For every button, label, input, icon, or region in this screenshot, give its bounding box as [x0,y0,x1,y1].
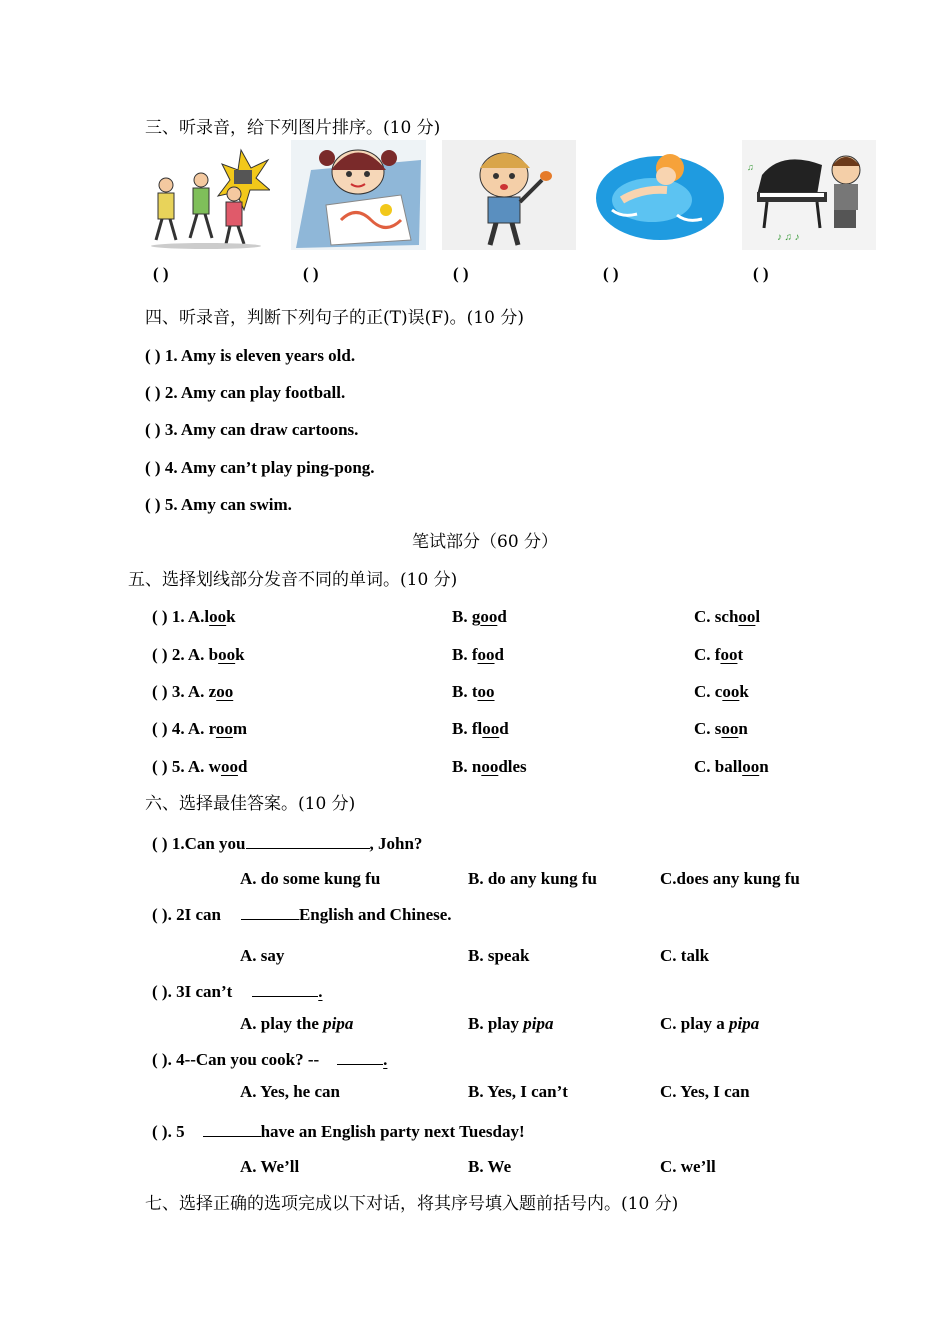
s5-row-2-option-c-part: oo [720,645,738,664]
q1-stem [152,832,422,854]
s5-row-2-question-part: oo [218,645,236,664]
s5-row-3-option-b-part: oo [477,682,495,701]
s5-row-1-option-b-part: d [497,607,507,626]
s5-row-2-option-c[interactable] [694,645,743,665]
s5-row-2-question-part: ( ) 2. A. [152,645,209,664]
boy-singing-picture [442,140,576,250]
q4-suffix: . [383,1050,388,1069]
q5-option-b[interactable]: B. We [468,1157,512,1176]
s5-row-4-option-b-part: oo [482,719,500,738]
tf-item-2: ( ) 2. Amy can play football. [145,383,346,402]
s5-row-5-option-b-part: B. [452,757,472,776]
q4-stem [152,1048,387,1070]
q3-option-a[interactable] [240,1014,353,1034]
dancing-children-picture [146,140,270,250]
q2-option-b[interactable]: B. speak [468,946,530,965]
q2-blank[interactable] [241,903,299,920]
s5-row-2-option-c-part: f [714,645,721,664]
s5-row-4-question-part: oo [215,719,233,738]
s5-row-1-question [152,607,236,627]
q2-suffix: English and Chinese. [298,905,452,924]
q3-option-b[interactable] [468,1014,554,1034]
q3-prefix: ( ). 3I can’t [152,982,233,1001]
tf-item-3: ( ) 3. Amy can draw cartoons. [145,420,359,439]
s5-row-5-question-part: oo [220,757,238,776]
tf-item-1: ( ) 1. Amy is eleven years old. [145,346,356,365]
s5-row-4-question-part: r [208,719,216,738]
s5-row-5-option-b[interactable] [452,757,527,777]
q3-option-c-pipa: pipa [728,1014,760,1033]
s5-row-2-option-b-part: B. [452,645,472,664]
s5-row-3-option-c-part: k [739,682,749,701]
picture-4-answer[interactable]: ( ) [603,264,619,283]
s5-row-2-option-c-part: t [737,645,744,664]
q3-option-a-pipa: pipa [323,1014,354,1033]
section-5-heading: 五、选择划线部分发音不同的单词。(10 分) [128,570,458,590]
s5-row-1-option-b-part: g [471,607,481,626]
q5-stem [152,1120,525,1142]
q1-option-a[interactable]: A. do some kung fu [240,869,381,888]
q1-option-b[interactable]: B. do any kung fu [468,869,597,888]
s5-row-5-option-c-part: ball [714,757,743,776]
s5-row-4-option-c-part: C. [694,719,715,738]
s5-row-3-option-b-part: B. [452,682,472,701]
q4-option-c[interactable]: C. Yes, I can [660,1082,750,1101]
written-section-heading: 笔试部分（60 分） [412,532,559,552]
s5-row-2-option-b[interactable] [452,645,504,665]
boy-playing-piano-picture [742,140,876,250]
picture-2-answer[interactable]: ( ) [303,264,319,283]
s5-row-3-option-c[interactable] [694,682,749,702]
s5-row-3-option-c-part: c [714,682,723,701]
s5-row-2-option-c-part: C. [694,645,715,664]
picture-5-answer[interactable]: ( ) [753,264,769,283]
s5-row-5-question-part: w [208,757,221,776]
boy-swimming-picture [592,140,728,250]
s5-row-3-question [152,682,233,702]
s5-row-2-option-b-part: f [471,645,478,664]
s5-row-2-question [152,645,245,665]
q1-blank[interactable] [246,832,370,849]
girl-drawing-picture [291,140,426,250]
s5-row-5-option-b-part: n [471,757,482,776]
q2-prefix: ( ). 2I can [152,905,221,924]
s5-row-4-option-b[interactable] [452,719,509,739]
q3-stem [152,980,323,1002]
s5-row-1-option-c-part: sch [714,607,739,626]
q3-suffix: . [318,982,323,1001]
section-7-heading: 七、选择正确的选项完成以下对话，将其序号填入题前括号内。(10 分) [145,1194,679,1214]
s5-row-4-option-c-part: s [714,719,722,738]
q5-option-a[interactable]: A. We’ll [240,1157,300,1176]
q3-option-c[interactable] [660,1014,759,1034]
s5-row-1-option-b-part: oo [480,607,498,626]
s5-row-5-option-c-part: C. [694,757,715,776]
s5-row-2-option-b-part: oo [477,645,495,664]
s5-row-5-question-part: d [237,757,248,776]
q4-prefix: ( ). 4--Can you cook? -- [152,1050,320,1069]
s5-row-3-question-part: ( ) 3. A. [152,682,209,701]
q5-prefix: ( ). 5 [152,1122,185,1141]
s5-row-5-option-c-part: n [759,757,769,776]
section-6-heading: 六、选择最佳答案。(10 分) [145,794,356,814]
tf-item-4: ( ) 4. Amy can’t play ping-pong. [145,458,375,477]
s5-row-1-option-c-part: l [755,607,761,626]
q2-stem [152,903,452,925]
s5-row-1-option-b[interactable] [452,607,507,627]
s5-row-4-option-c-part: oo [721,719,739,738]
q4-option-b[interactable]: B. Yes, I can’t [468,1082,568,1101]
s5-row-3-option-c-part: C. [694,682,715,701]
s5-row-2-question-part: b [208,645,219,664]
q3-option-b-text: B. play [468,1014,524,1033]
s5-row-2-question-part: k [235,645,245,664]
section-3-heading: 三、听录音，给下列图片排序。(10 分) [145,118,441,138]
q5-suffix: have an English party next Tuesday! [260,1122,525,1141]
s5-row-5-option-b-part: dles [498,757,527,776]
q4-option-a[interactable]: A. Yes, he can [240,1082,340,1101]
svg-text:♫: ♫ [747,162,754,172]
s5-row-2-option-b-part: d [494,645,504,664]
q2-option-a[interactable]: A. say [240,946,285,965]
s5-row-4-option-c[interactable] [694,719,748,739]
s5-row-1-question-part: l [204,607,210,626]
s5-row-1-option-c[interactable] [694,607,760,627]
s5-row-4-question-part: ( ) 4. A. [152,719,209,738]
s5-row-5-option-c-part: oo [742,757,760,776]
s5-row-1-option-c-part: C. [694,607,715,626]
q1-prefix: ( ) 1.Can you [152,834,246,853]
s5-row-3-option-b[interactable] [452,682,495,702]
q5-blank[interactable] [203,1120,261,1137]
q4-blank[interactable] [337,1048,383,1065]
s5-row-3-option-c-part: oo [722,682,740,701]
s5-row-5-option-b-part: oo [481,757,499,776]
picture-3-answer[interactable]: ( ) [453,264,469,283]
s5-row-4-question [152,719,247,739]
q3-option-a-text: A. play the [240,1014,324,1033]
q1-suffix: , John? [369,834,423,853]
s5-row-4-option-b-part: d [499,719,509,738]
q2-option-c[interactable]: C. talk [660,946,710,965]
q1-option-c[interactable]: C.does any kung fu [660,869,800,888]
s5-row-1-option-b-part: B. [452,607,472,626]
s5-row-5-option-c[interactable] [694,757,769,777]
q3-blank[interactable] [252,980,318,997]
section-4-heading: 四、听录音，判断下列句子的正(T)误(F)。(10 分) [145,308,524,328]
s5-row-5-question [152,757,247,777]
picture-1-answer[interactable]: ( ) [153,264,169,283]
s5-row-4-option-b-part: fl [471,719,483,738]
s5-row-3-option-b-part: t [471,682,478,701]
svg-text:♪ ♫ ♪: ♪ ♫ ♪ [777,232,800,243]
s5-row-4-question-part: m [232,719,248,738]
s5-row-4-option-c-part: n [738,719,748,738]
s5-row-1-question-part: oo [209,607,227,626]
s5-row-1-question-part: ( ) 1. A. [152,607,205,626]
s5-row-1-option-c-part: oo [738,607,756,626]
q3-option-c-text: C. play a [660,1014,729,1033]
s5-row-3-question-part: z [208,682,217,701]
tf-item-5: ( ) 5. Amy can swim. [145,495,292,514]
s5-row-4-option-b-part: B. [452,719,472,738]
q3-option-b-pipa: pipa [523,1014,554,1033]
s5-row-1-question-part: k [226,607,236,626]
s5-row-3-question-part: oo [216,682,234,701]
s5-row-5-question-part: ( ) 5. A. [152,757,209,776]
q5-option-c[interactable]: C. we’ll [660,1157,716,1176]
